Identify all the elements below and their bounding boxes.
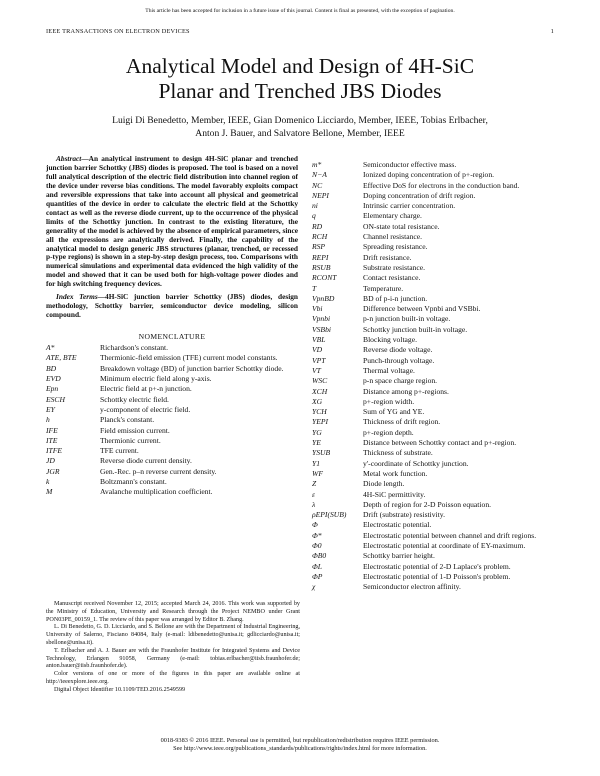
nomenclature-row	[312, 387, 554, 397]
nomenclature-symbol: VBL	[312, 335, 326, 345]
nomenclature-row	[46, 426, 298, 436]
abstract-lead: Abstract	[56, 154, 82, 163]
nomenclature-symbol: RSUB	[312, 262, 331, 272]
nomenclature-row	[312, 232, 554, 242]
nomenclature-definition: p-n space charge region.	[363, 376, 438, 386]
nomenclature-definition: Intrinsic carrier concentration.	[363, 201, 456, 211]
right-column	[312, 160, 554, 592]
nomenclature-definition: Richardson's constant.	[100, 343, 169, 353]
nomenclature-definition: y-component of electric field.	[100, 404, 191, 414]
nomenclature-definition: Breakdown voltage (BD) of junction barrier Schottky diode.	[100, 363, 284, 373]
nomenclature-definition: Reverse diode current density.	[100, 456, 192, 466]
nomenclature-symbol: EVD	[46, 374, 61, 384]
nomenclature-row	[312, 201, 554, 211]
nomenclature-row	[46, 343, 298, 353]
nomenclature-row	[46, 405, 298, 415]
nomenclature-row	[312, 211, 554, 221]
nomenclature-symbol: Y1	[312, 458, 321, 468]
nomenclature-definition: Planck's constant.	[100, 415, 155, 425]
nomenclature-symbol: NEPI	[312, 190, 329, 200]
nomenclature-row	[46, 395, 298, 405]
journal-name: IEEE TRANSACTIONS ON ELECTRON DEVICES	[46, 28, 190, 35]
nomenclature-row	[312, 335, 554, 345]
nomenclature-row	[312, 356, 554, 366]
nomenclature-definition: Electric field at p+-n junction.	[100, 384, 192, 394]
nomenclature-row	[312, 314, 554, 324]
footnote-paragraph: Manuscript received November 12, 2015; accepted March 24, 2016. This work was supported by the Ministry of Education, University and Research through the Project NEMBO under Grant PON03PE_00159_1. The review of this paper was arranged by Editor B. Zhang.	[46, 601, 300, 623]
nomenclature-symbol: VSBbi	[312, 324, 331, 334]
nomenclature-symbol: m*	[312, 160, 322, 169]
nomenclature-definition: Metal work function.	[363, 468, 428, 478]
nomenclature-row	[312, 417, 554, 427]
author-list	[40, 114, 560, 140]
nomenclature-row	[312, 181, 554, 191]
nomenclature-row	[312, 479, 554, 489]
nomenclature-symbol: k	[46, 477, 50, 487]
nomenclature-definition: Elementary charge.	[363, 211, 422, 221]
nomenclature-row	[312, 541, 554, 551]
nomenclature-row	[312, 170, 554, 180]
title-line: Planar and Trenched JBS Diodes	[158, 79, 442, 103]
nomenclature-symbol: RCH	[312, 232, 328, 242]
nomenclature-definition: Semiconductor effective mass.	[363, 160, 457, 169]
nomenclature-row	[46, 477, 298, 487]
nomenclature-row	[312, 284, 554, 294]
nomenclature-definition: Blocking voltage.	[363, 335, 417, 345]
nomenclature-row	[312, 397, 554, 407]
nomenclature-symbol: ε	[312, 489, 315, 499]
abstract: Abstract—An analytical instrument to design 4H-SiC planar and trenched junction barrier Schottky (JBS) diodes is proposed. The tool is based on a novel full analytical description of the electric field distribution into channel region of the device under reverse bias conditions. The model favorably exploits compact and reversible expressions that take into account all physical and geometrical quantities of the device in order to calculate the electric field at the Schottky contact as well as the reverse diode current, up to the occurrence of the physical limits of the Schottky junction. In contrast to the existing literature, the generality of the model is achieved by the absence of empirical parameters, since all the expressions are analytically derived. Finally, the capability of the analytical model to design generic JBS structures (planar, trenched, or recessed p-type regions) is shown in a step-by-step design process, too. Comparisons with numerical simulations and experimental data evidenced the high validity of the model and showed that it can be used both for high-voltage power diodes and for high switching frequency devices.	[46, 154, 298, 289]
nomenclature-definition: Distance between Schottky contact and p+-region.	[363, 438, 517, 448]
nomenclature-symbol: EY	[46, 404, 55, 414]
nomenclature-symbol: ΦB0	[312, 551, 327, 561]
nomenclature-symbol: Vbi	[312, 304, 323, 314]
nomenclature-row	[46, 467, 298, 477]
nomenclature-definition: Thickness of substrate.	[363, 448, 433, 458]
nomenclature-definition: Distance among p+-regions.	[363, 386, 449, 396]
nomenclature-symbol: YSUB	[312, 448, 331, 458]
nomenclature-row	[312, 263, 554, 273]
nomenclature-symbol: ITE	[46, 435, 58, 445]
nomenclature-symbol: q	[312, 211, 316, 221]
nomenclature-definition: Schottky junction built-in voltage.	[363, 324, 468, 334]
nomenclature-symbol: YCH	[312, 407, 327, 417]
footnote-paragraph: Digital Object Identifier 10.1109/TED.2016.2549599	[54, 686, 186, 693]
nomenclature-definition: Contact resistance.	[363, 273, 421, 283]
nomenclature-definition: Electrostatic potential between channel and drift regions.	[363, 530, 537, 540]
nomenclature-row	[312, 304, 554, 314]
nomenclature-definition: p+-region depth.	[363, 427, 414, 437]
nomenclature-row	[46, 436, 298, 446]
index-terms: Index Terms—4H-SiC junction barrier Schottky (JBS) diodes, design methodology, Schottky barrier, semiconductor device modeling, silicon compound.	[46, 292, 299, 320]
nomenclature-row	[46, 374, 298, 384]
nomenclature-symbol: Φ	[312, 520, 318, 530]
nomenclature-heading: NOMENCLATURE	[138, 332, 206, 342]
nomenclature-symbol: WF	[312, 468, 323, 478]
nomenclature-symbol: JD	[46, 456, 55, 466]
nomenclature-definition: Temperature.	[363, 283, 404, 293]
nomenclature-row	[46, 364, 298, 374]
nomenclature-row	[312, 438, 554, 448]
running-head	[46, 28, 554, 35]
nomenclature-row	[46, 456, 298, 466]
nomenclature-symbol: M	[46, 487, 53, 497]
nomenclature-definition: Thermionic current.	[100, 435, 161, 445]
nomenclature-definition: Thermal voltage.	[363, 365, 415, 375]
nomenclature-symbol: XCH	[312, 386, 328, 396]
nomenclature-symbol: VD	[312, 345, 323, 355]
nomenclature-row	[312, 325, 554, 335]
footnote-paragraph: Color versions of one or more of the figures in this paper are available online at http://ieeexplore.ieee.org.	[46, 671, 300, 685]
nomenclature-row	[312, 562, 554, 572]
nomenclature-symbol: Z	[312, 479, 317, 489]
nomenclature-row	[312, 428, 554, 438]
nomenclature-symbol: JGR	[46, 466, 60, 476]
nomenclature-row	[312, 191, 554, 201]
nomenclature-symbol: RSP	[312, 242, 326, 252]
nomenclature-list-right	[312, 160, 554, 592]
nomenclature-definition: Boltzmann's constant.	[100, 477, 167, 487]
footnote-paragraph: L. Di Benedetto, G. D. Licciardo, and S. Bellone are with the Department of Industrial Engineering, University of Salerno, Fisciano 84084, Italy (e-mail: ldibenedetto@unisa.it; gdlicciardo@unisa.it; sbellone@unisa.it).	[46, 624, 300, 646]
nomenclature-row	[312, 500, 554, 510]
nomenclature-definition: Minimum electric field along y-axis.	[100, 374, 212, 384]
nomenclature-definition: Electrostatic potential of 2-D Laplace's problem.	[363, 561, 511, 571]
nomenclature-definition: BD of p-i-n junction.	[363, 293, 428, 303]
nomenclature-definition: Thermionic-field emission (TFE) current model constants.	[100, 353, 278, 363]
nomenclature-definition: ON-state total resistance.	[363, 221, 440, 231]
nomenclature-definition: Channel resistance.	[363, 232, 423, 242]
nomenclature-symbol: NC	[312, 180, 323, 190]
nomenclature-definition: Punch-through voltage.	[363, 355, 435, 365]
nomenclature-definition: p+-region width.	[363, 396, 415, 406]
nomenclature-definition: Schottky barrier height.	[363, 551, 435, 561]
nomenclature-row	[46, 487, 298, 497]
nomenclature-definition: Field emission current.	[100, 425, 170, 435]
nomenclature-row	[312, 345, 554, 355]
nomenclature-row	[312, 273, 554, 283]
nomenclature-symbol: χ	[312, 582, 316, 592]
nomenclature-definition: Drift (substrate) resistivity.	[363, 510, 445, 520]
nomenclature-row	[312, 366, 554, 376]
abstract-text: An analytical instrument to design 4H-SiC planar and trenched junction barrier Schottky (JBS) diodes is proposed. The tool is based on a novel full analytical description of the electric field distribution into channel region of the device under reverse bias conditions. The model favorably exploits compact and reversible expressions that take into account all physical and geometrical quantities of the device in order to calculate the electric field at the Schottky contact as well as the reverse diode current, up to the occurrence of the physical limits of the Schottky junction. In contrast to the existing literature, the generality of the model is achieved by the absence of empirical parameters, since all the expressions are analytically derived. Finally, the capability of the analytical model to design generic JBS structures (planar, trenched, or recessed p-type regions) is shown in a step-by-step design process, too. Comparisons with numerical simulations and experimental data evidenced the high validity of the model and showed that it can be used both for high-voltage power diodes and for high switching frequency devices.	[46, 154, 298, 289]
nomenclature-definition: Avalanche multiplication coefficient.	[100, 487, 213, 497]
nomenclature-symbol: VT	[312, 365, 321, 375]
paper-title	[40, 54, 560, 104]
nomenclature-row	[312, 572, 554, 582]
authors-line: Luigi Di Benedetto, Member, IEEE, Gian Domenico Licciardo, Member, IEEE, Tobias Erlbacher,	[112, 115, 488, 126]
nomenclature-definition: p-n junction built-in voltage.	[363, 314, 451, 324]
nomenclature-symbol: ATE, BTE	[46, 353, 77, 363]
nomenclature-row	[312, 222, 554, 232]
nomenclature-row	[312, 448, 554, 458]
nomenclature-row	[312, 294, 554, 304]
nomenclature-symbol: ρEPI(SUB)	[312, 510, 347, 520]
nomenclature-definition: Reverse diode voltage.	[363, 345, 433, 355]
nomenclature-definition: Sum of YG and YE.	[363, 407, 425, 417]
nomenclature-symbol: YEPI	[312, 417, 329, 427]
left-column	[46, 155, 298, 498]
nomenclature-definition: Electrostatic potential.	[363, 520, 432, 530]
nomenclature-symbol: ITFE	[46, 446, 63, 456]
nomenclature-row	[312, 160, 554, 170]
nomenclature-definition: Drift resistance.	[363, 252, 412, 262]
nomenclature-row	[46, 446, 298, 456]
nomenclature-row	[312, 582, 554, 592]
nomenclature-row	[312, 490, 554, 500]
nomenclature-definition: 4H-SiC permittivity.	[363, 489, 426, 499]
nomenclature-row	[46, 353, 298, 363]
nomenclature-list-left	[46, 343, 298, 497]
nomenclature-row	[46, 415, 298, 425]
nomenclature-symbol: T	[312, 283, 317, 293]
nomenclature-symbol: h	[46, 415, 50, 425]
nomenclature-definition: Effective DoS for electrons in the conduction band.	[363, 180, 520, 190]
nomenclature-definition: Doping concentration of drift region.	[363, 190, 476, 200]
nomenclature-symbol: λ	[312, 499, 316, 509]
nomenclature-symbol: YG	[312, 427, 322, 437]
nomenclature-row	[312, 407, 554, 417]
copyright-footer	[0, 737, 600, 753]
nomenclature-definition: TFE current.	[100, 446, 139, 456]
nomenclature-symbol: ΦL	[312, 561, 323, 571]
nomenclature-definition: Difference between Vpnbi and VSBbi.	[363, 304, 481, 314]
nomenclature-symbol: N−A	[312, 170, 327, 180]
nomenclature-row	[312, 531, 554, 541]
nomenclature-symbol: XG	[312, 396, 323, 406]
nomenclature-symbol: YE	[312, 438, 321, 448]
title-line: Analytical Model and Design of 4H-SiC	[125, 54, 475, 78]
nomenclature-row	[312, 376, 554, 386]
nomenclature-symbol: Φ*	[312, 530, 322, 540]
page-number: 1	[550, 28, 554, 35]
nomenclature-symbol: A*	[46, 343, 55, 353]
nomenclature-symbol: ni	[312, 201, 318, 211]
nomenclature-definition: Electrostatic potential at coordinate of EY-maximum.	[363, 540, 526, 550]
index-terms-text: 4H-SiC junction barrier Schottky (JBS) diodes, design methodology, Schottky barrier, semiconductor device modeling, silicon compound.	[46, 292, 299, 320]
acceptance-notice: This article has been accepted for inclusion in a future issue of this journal. Content is final as presented, with the exception of pagination.	[145, 8, 455, 14]
nomenclature-definition: Schottky electric field.	[100, 394, 169, 404]
authors-line: Anton J. Bauer, and Salvatore Bellone, Member, IEEE	[195, 128, 405, 139]
nomenclature-symbol: VPT	[312, 355, 326, 365]
nomenclature-symbol: BD	[46, 363, 57, 373]
nomenclature-row	[312, 253, 554, 263]
nomenclature-definition: Gen.-Rec. p–n reverse current density.	[100, 466, 217, 476]
nomenclature-symbol: RCONT	[312, 273, 337, 283]
nomenclature-symbol: WSC	[312, 376, 328, 386]
nomenclature-row	[312, 551, 554, 561]
copyright-line: 0018-9383 © 2016 IEEE. Personal use is permitted, but republication/redistribution requires IEEE permission.	[160, 737, 440, 744]
nomenclature-symbol: RD	[312, 221, 323, 231]
nomenclature-symbol: ΦP	[312, 571, 323, 581]
nomenclature-definition: Semiconductor electron affinity.	[363, 582, 461, 592]
nomenclature-row	[312, 520, 554, 530]
nomenclature-symbol: Φ0	[312, 540, 322, 550]
nomenclature-definition: y'-coordinate of Schottky junction.	[363, 458, 469, 468]
nomenclature-symbol: VpnBD	[312, 293, 335, 303]
nomenclature-row	[46, 384, 298, 394]
nomenclature-definition: Substrate resistance.	[363, 262, 425, 272]
nomenclature-row	[312, 459, 554, 469]
nomenclature-definition: Electrostatic potential of 1-D Poisson's problem.	[363, 571, 511, 581]
nomenclature-symbol: IFE	[46, 425, 58, 435]
nomenclature-definition: Spreading resistance.	[363, 242, 428, 252]
nomenclature-symbol: Epn	[46, 384, 59, 394]
nomenclature-row	[312, 469, 554, 479]
footnote-paragraph: T. Erlbacher and A. J. Bauer are with the Fraunhofer Institute for Integrated Systems and Device Technology, Erlangen 91058, Germany (e-mail: tobias.erlbacher@iisb.fraunhofer.de; anton.bauer@iisb.fraunhofer.de).	[46, 647, 300, 670]
nomenclature-definition: Ionized doping concentration of p+-region.	[363, 170, 495, 180]
nomenclature-definition: Thickness of drift region.	[363, 417, 441, 427]
nomenclature-definition: Diode length.	[363, 479, 405, 489]
nomenclature-symbol: Vpnbi	[312, 314, 331, 324]
nomenclature-row	[312, 242, 554, 252]
nomenclature-row	[312, 510, 554, 520]
index-terms-lead: Index Terms	[56, 292, 98, 302]
nomenclature-definition: Depth of region for 2-D Poisson equation.	[363, 499, 492, 509]
nomenclature-symbol: REPI	[312, 252, 329, 262]
rights-link-line: See http://www.ieee.org/publications_standards/publications/rights/index.html for more information.	[173, 745, 427, 752]
nomenclature-symbol: ESCH	[46, 394, 65, 404]
footnotes	[46, 601, 300, 695]
